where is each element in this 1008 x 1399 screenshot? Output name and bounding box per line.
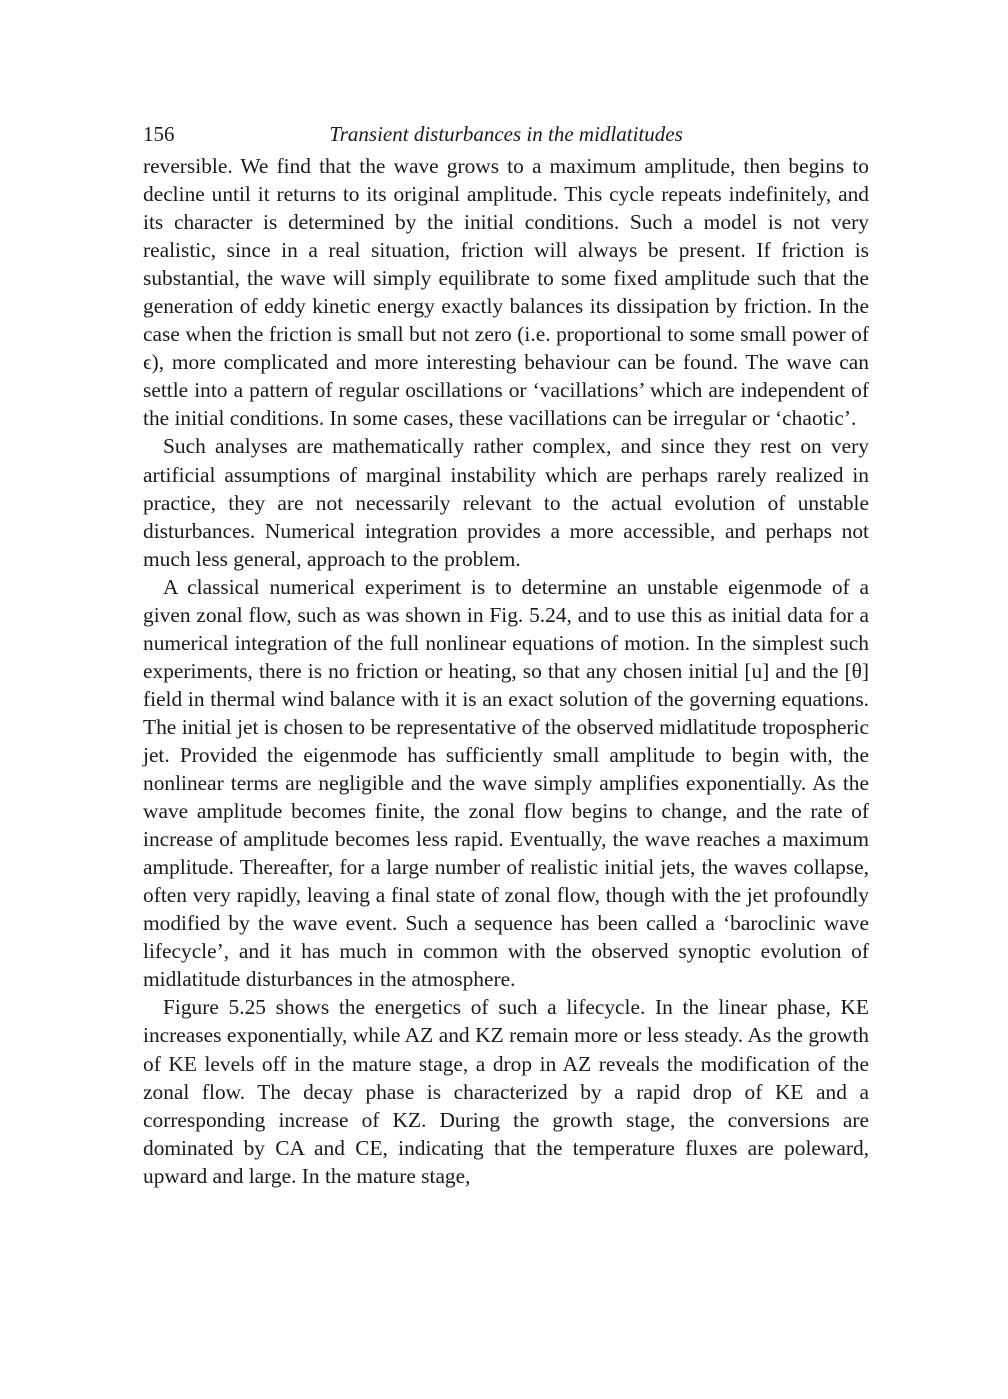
page-header [143, 118, 869, 152]
running-title: Transient disturbances in the midlatitudes [329, 122, 683, 146]
page-number: 156 [143, 122, 175, 146]
paragraph-continuation: reversible. We find that the wave grows to a maximum amplitude, then begins to decline until it returns to its original amplitude. This cycle repeats indefinitely, and its character is determined by the initial conditions. Such a model is not very realistic, since in a real situation, friction will always be present. If friction is substantial, the wave will simply equilibrate to some fixed amplitude such that the generation of eddy kinetic energy exactly balances its dissipation by friction. In the case when the friction is small but not zero (i.e. proportional to some small power of ϵ), more complicated and more interesting behaviour can be found. The wave can settle into a pattern of regular oscillations or ‘vacillations’ which are independent of the initial conditions. In some cases, these vacillations can be irregular or ‘chaotic’. [143, 154, 869, 431]
paragraph-energetics: Figure 5.25 shows the energetics of such a lifecycle. In the linear phase, KE increases exponentially, while AZ and KZ remain more or less steady. As the growth of KE levels off in the mature stage, a drop in AZ reveals the modification of the zonal flow. The decay phase is characterized by a rapid drop of KE and a corresponding increase of KZ. During the growth stage, the conversions are dominated by CA and CE, indicating that the temperature fluxes are poleward, upward and large. In the mature stage, [143, 995, 869, 1188]
paragraph-analyses: Such analyses are mathematically rather complex, and since they rest on very artificial assumptions of marginal instability which are perhaps rarely realized in practice, they are not necessarily relevant to the actual evolution of unstable disturbances. Numerical integration provides a more accessible, and perhaps not much less general, approach to the problem. [143, 434, 869, 571]
paragraph-numerical-experiment: A classical numerical experiment is to determine an unstable eigenmode of a given zonal flow, such as was shown in Fig. 5.24, and to use this as initial data for a numerical integration of the full nonlinear equations of motion. In the simplest such experiments, there is no friction or heating, so that any chosen initial [u] and the [θ] field in thermal wind balance with it is an exact solution of the governing equations. The initial jet is chosen to be representative of the observed midlatitude tropospheric jet. Provided the eigenmode has sufficiently small amplitude to begin with, the nonlinear terms are negligible and the wave simply amplifies exponentially. As the wave amplitude becomes finite, the zonal flow begins to change, and the rate of increase of amplitude becomes less rapid. Eventually, the wave reaches a maximum amplitude. Thereafter, for a large number of realistic initial jets, the waves collapse, often very rapidly, leaving a final state of zonal flow, though with the jet profoundly modified by the wave event. Such a sequence has been called a ‘baroclinic wave lifecycle’, and it has much in common with the observed synoptic evolution of midlatitude disturbances in the atmosphere. [143, 574, 869, 992]
book-page [143, 118, 869, 1190]
